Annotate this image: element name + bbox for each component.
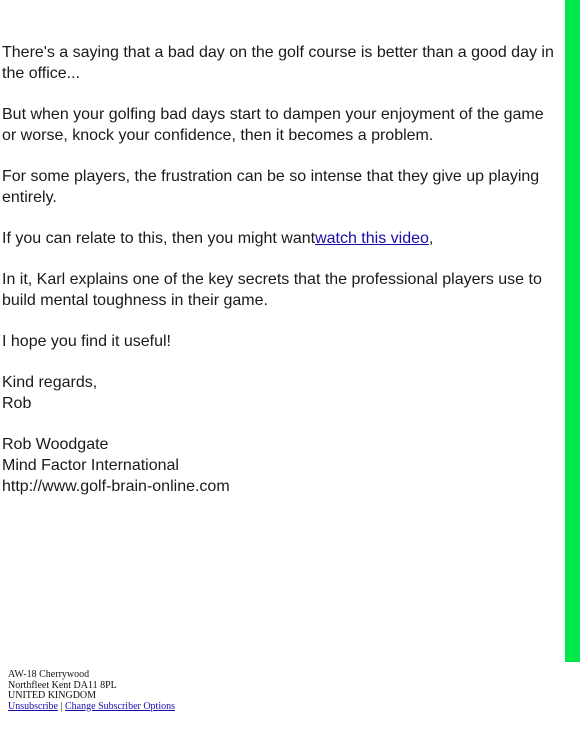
watch-video-link[interactable]: watch this video xyxy=(315,230,429,247)
email-text: , xyxy=(428,230,434,247)
email-text: If you can relate to this, then you might want xyxy=(2,230,316,247)
signature-company: Mind Factor International xyxy=(2,457,179,474)
email-paragraph: For some players, the frustration can be so intense that they give up playing entirely. xyxy=(2,168,540,206)
address-line: Northfleet Kent DA11 8PL xyxy=(8,679,117,691)
footer-links xyxy=(8,702,175,713)
signoff-name: Rob xyxy=(2,395,32,412)
email-paragraph: There's a saying that a bad day on the golf course is better than a good day in the office... xyxy=(2,44,554,82)
change-subscriber-options-link[interactable]: Change Subscriber Options xyxy=(65,700,176,712)
green-accent-bar xyxy=(565,0,580,662)
unsubscribe-link[interactable]: Unsubscribe xyxy=(8,700,58,712)
address-line: UNITED KINGDOM xyxy=(8,690,97,701)
email-paragraph: I hope you find it useful! xyxy=(2,333,171,350)
email-paragraph: In it, Karl explains one of the key secrets that the professional players use to build mental toughness in their game. xyxy=(2,271,542,309)
signature-url: http://www.golf-brain-online.com xyxy=(2,478,230,495)
email-paragraph: But when your golfing bad days start to dampen your enjoyment of the game or worse, knock your confidence, then it becomes a problem. xyxy=(2,106,544,144)
email-footer xyxy=(8,670,175,712)
link-separator: | xyxy=(58,700,66,712)
email-body xyxy=(2,42,558,517)
email-signature xyxy=(2,434,558,497)
address-line: AW-18 Cherrywood xyxy=(8,669,90,680)
email-closing xyxy=(2,372,558,414)
email-paragraph-with-link xyxy=(2,228,558,249)
closing-text: Kind regards, xyxy=(2,374,98,391)
signature-name: Rob Woodgate xyxy=(2,436,109,453)
